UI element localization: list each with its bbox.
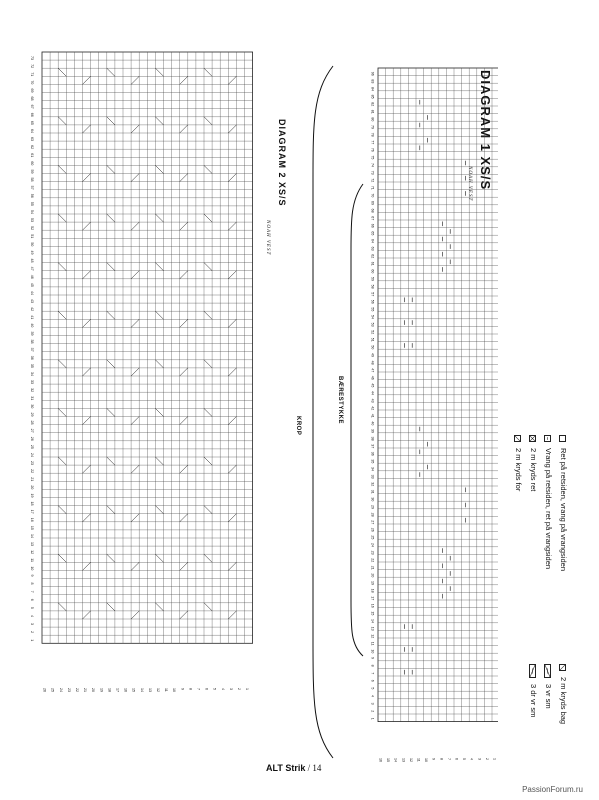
diagram1-col-number: 96: [370, 71, 375, 76]
diagram2-col-number: 30: [30, 404, 35, 409]
diagram2-title: DIAGRAM 2 XS/S: [277, 119, 287, 207]
diagram1-col-number: 49: [370, 353, 375, 357]
diagram2-col-number: 44: [30, 290, 35, 295]
diagram2-col-number: 1: [30, 639, 35, 642]
diagram1-col-number: 44: [370, 391, 375, 395]
diagram1-col-number: 42: [370, 406, 375, 411]
diagram2-col-number: 66: [30, 112, 35, 117]
diagram2-col-number: 57: [30, 185, 35, 190]
diagram1-row-number: 16: [378, 758, 383, 762]
slash-square-icon: [514, 435, 521, 442]
diagram2-col-number: 37: [30, 347, 35, 352]
diagram1-col-number: 30: [370, 497, 375, 502]
diagram2-row-number: 8: [188, 688, 193, 690]
diagram2-col-number: 21: [30, 477, 35, 482]
diagram2-col-number: 46: [30, 274, 35, 279]
diagram2-row-number: 25: [50, 688, 55, 692]
diagram1-title: DIAGRAM 1 XS/S: [478, 70, 493, 191]
diagram1-col-number: 70: [370, 193, 375, 198]
diagram2-col-number: 65: [30, 120, 35, 125]
diagram2-col-number: 53: [30, 218, 35, 223]
diagram2-col-number: 8: [30, 582, 35, 585]
diagram2-row-number: 7: [196, 688, 201, 690]
diagram1-col-number: 75: [370, 155, 375, 160]
diagram1-row-number: 10: [424, 758, 429, 762]
diagram2-col-number: 56: [30, 193, 35, 198]
cross-square-icon: [529, 435, 536, 442]
diagram1-col-number: 61: [370, 261, 375, 266]
diagram1-col-number: 68: [370, 208, 375, 213]
legend-label: 2 m kryds ret: [529, 448, 538, 492]
diagram1-col-number: 6: [370, 679, 375, 682]
diagram1-col-number: 45: [370, 383, 375, 388]
diagram2-col-number: 39: [30, 331, 35, 336]
diagram2-col-number: 51: [30, 234, 35, 239]
diagram2-row-number: 9: [180, 688, 185, 690]
diagram2-col-number: 13: [30, 542, 35, 547]
legend-label: Vrang på retsiden, ret på vrangsiden: [544, 448, 553, 570]
diagram1-col-number: 52: [370, 330, 375, 335]
diagram1-col-number: 62: [370, 254, 375, 259]
diagram1-row-number: 9: [431, 758, 436, 760]
diagram2-row-number: 10: [172, 688, 177, 692]
diagram2-col-number: 43: [30, 299, 35, 304]
diagram2-col-number: 71: [30, 72, 35, 77]
diagram1-col-number: 74: [370, 163, 375, 167]
diagram1-col-number: 19: [370, 581, 375, 585]
diagram1-col-number: 43: [370, 398, 375, 403]
diagram1-col-number: 5: [370, 687, 375, 690]
diagram2-col-number: 19: [30, 493, 35, 498]
diagram1-row-number: 5: [462, 758, 467, 760]
diagram1-col-number: 84: [370, 87, 375, 91]
diagram1-col-number: 10: [370, 649, 375, 654]
diagram1-row-number: 6: [454, 758, 459, 760]
diagram2-col-number: 29: [30, 412, 35, 417]
diagram2-col-number: 11: [30, 558, 35, 562]
diagram2-row-number: 19: [99, 688, 104, 692]
legend-item-2: [544, 435, 553, 569]
legend-label: 3 vr sm: [544, 684, 553, 709]
diagram1-col-number: 7: [370, 672, 375, 675]
diagram2-row-number: 11: [164, 688, 169, 692]
diagram2-col-number: 14: [30, 533, 35, 538]
diagram1-col-number: 20: [370, 573, 375, 578]
diagram1-col-number: 17: [370, 596, 375, 601]
diagram1-cells: [378, 68, 498, 722]
footer-page: / 14: [307, 763, 322, 773]
diagram1-row-number: 11: [416, 758, 421, 762]
diagram1-col-number: 53: [370, 322, 375, 327]
diagram2-col-number: 16: [30, 517, 35, 522]
diagram2-col-number: 54: [30, 209, 35, 214]
diagram1-col-number: 16: [370, 603, 375, 608]
diagram2-row-number: 24: [58, 688, 63, 692]
diagram1-col-number: 34: [370, 467, 375, 471]
blank-square-icon: [559, 435, 566, 442]
diagram2-col-number: 67: [30, 104, 35, 109]
diagram1-col-number: 67: [370, 216, 375, 221]
diagram2-col-number: 27: [30, 428, 35, 433]
diagram1-col-number: 55: [370, 307, 375, 312]
diagram2-col-number: 12: [30, 550, 35, 555]
diagram2-col-number: 42: [30, 307, 35, 312]
bracket-krop: [305, 62, 335, 762]
diagram1-col-number: 66: [370, 223, 375, 228]
diagram2-col-number: 55: [30, 201, 35, 206]
page-footer: [266, 763, 321, 773]
cable-3-sm-right-icon: [544, 664, 551, 678]
diagram2-col-number: 6: [30, 598, 35, 601]
diagram2-col-number: 2: [30, 631, 35, 634]
diagram2-row-number: 14: [139, 688, 144, 692]
dash-square-icon: [544, 435, 551, 442]
watermark: PassionForum.ru: [522, 785, 583, 794]
diagram2-col-number: 48: [30, 258, 35, 263]
diagram1-col-number: 51: [370, 337, 375, 342]
backslash-square-icon: [559, 664, 566, 671]
diagram1-subtitle: NOAH VEST: [467, 166, 472, 202]
diagram2-col-number: 4: [30, 614, 35, 617]
diagram2-col-number: 34: [30, 371, 35, 376]
diagram1-col-number: 41: [370, 413, 375, 418]
diagram2-subtitle: NOAH VEST: [265, 220, 270, 256]
diagram1-col-number: 48: [370, 360, 375, 365]
diagram2-col-number: 63: [30, 137, 35, 142]
diagram1-col-number: 65: [370, 231, 375, 236]
diagram1-col-number: 24: [370, 543, 375, 547]
diagram2-col-number: 23: [30, 461, 35, 466]
diagram2-col-number: 72: [30, 64, 35, 69]
diagram2-col-number: 47: [30, 266, 35, 271]
diagram2-row-number: 1: [245, 688, 250, 690]
diagram1-col-number: 32: [370, 482, 375, 487]
section-label-krop: KROP: [295, 416, 301, 436]
diagram2-row-number: 16: [123, 688, 128, 692]
diagram1-col-number: 3: [370, 702, 375, 705]
diagram2-row-number: 2: [237, 688, 242, 690]
diagram1-col-number: 8: [370, 664, 375, 667]
diagram2-col-number: 64: [30, 128, 35, 133]
diagram2-col-number: 38: [30, 339, 35, 344]
diagram1-row-number: 1: [492, 758, 497, 760]
diagram1-col-number: 69: [370, 201, 375, 205]
diagram2-col-number: 18: [30, 501, 35, 506]
diagram1-col-number: 73: [370, 170, 375, 175]
diagram1-col-number: 57: [370, 292, 375, 297]
diagram2-col-number: 32: [30, 388, 35, 393]
diagram1-col-number: 15: [370, 611, 375, 616]
diagram1-col-number: 76: [370, 147, 375, 152]
diagram2-cells: [42, 52, 253, 643]
diagram1-col-number: 27: [370, 520, 375, 525]
diagram2-row-number: 17: [115, 688, 120, 692]
diagram1-col-number: 81: [370, 109, 375, 114]
diagram1-col-number: 4: [370, 695, 375, 697]
diagram1-col-number: 54: [370, 315, 375, 319]
diagram1-col-number: 64: [370, 239, 375, 243]
diagram1-col-number: 50: [370, 345, 375, 350]
diagram1-col-number: 22: [370, 558, 375, 563]
diagram1-grid: [370, 64, 498, 764]
diagram1-row-number: 2: [484, 758, 489, 760]
bracket-baerestykke: [345, 180, 365, 660]
legend-item-1: [559, 435, 568, 571]
diagram2-col-number: 40: [30, 323, 35, 328]
diagram1-col-number: 82: [370, 102, 375, 107]
diagram1-col-number: 79: [370, 125, 375, 129]
diagram2-col-number: 52: [30, 226, 35, 231]
diagram2-col-number: 31: [30, 396, 35, 401]
cable-3-dr-left-icon: [529, 664, 536, 678]
diagram1-row-number: 7: [446, 758, 451, 760]
diagram2-col-number: 15: [30, 525, 35, 530]
diagram2-col-number: 45: [30, 282, 35, 287]
diagram1-row-number: 4: [469, 758, 474, 760]
diagram2-row-number: 23: [66, 688, 71, 692]
diagram2-row-number: 6: [204, 688, 209, 690]
diagram2-col-number: 73: [30, 56, 35, 61]
diagram1-col-number: 37: [370, 444, 375, 449]
diagram2-col-number: 41: [30, 315, 35, 320]
diagram2-col-number: 22: [30, 469, 35, 474]
diagram2-col-number: 20: [30, 485, 35, 490]
diagram1-col-number: 59: [370, 277, 375, 281]
diagram1-row-number: 3: [477, 758, 482, 760]
diagram2-col-number: 24: [30, 452, 35, 457]
diagram1-col-number: 11: [370, 641, 375, 646]
diagram2-col-number: 61: [30, 153, 35, 158]
diagram1-row-number: 14: [393, 758, 398, 762]
diagram2-col-number: 68: [30, 96, 35, 101]
diagram1-col-number: 1: [370, 717, 375, 720]
diagram1-col-number: 47: [370, 368, 375, 373]
diagram1-row-number: 15: [386, 758, 391, 762]
diagram1-col-number: 71: [370, 185, 375, 190]
diagram1-col-number: 23: [370, 550, 375, 555]
diagram1-col-number: 2: [370, 710, 375, 713]
diagram1-col-number: 38: [370, 436, 375, 441]
diagram1-col-number: 72: [370, 178, 375, 183]
diagram1-col-number: 77: [370, 140, 375, 145]
diagram2-col-number: 10: [30, 566, 35, 571]
diagram1-col-number: 29: [370, 505, 375, 509]
diagram1-col-number: 21: [370, 565, 375, 570]
diagram2-col-number: 36: [30, 355, 35, 360]
diagram2-row-number: 4: [220, 688, 225, 690]
diagram2-row-number: 20: [91, 688, 96, 692]
diagram2-row-number: 3: [228, 688, 233, 690]
legend-label: 2 m kryds bag: [559, 677, 568, 725]
diagram1-col-number: 78: [370, 132, 375, 137]
diagram2-col-number: 50: [30, 242, 35, 247]
diagram1-col-number: 60: [370, 269, 375, 274]
diagram2-col-number: 59: [30, 169, 35, 174]
diagram1-col-number: 14: [370, 619, 375, 623]
legend-label: 2 m kryds for: [514, 448, 523, 492]
diagram2-row-number: 22: [75, 688, 80, 692]
diagram2-col-number: 70: [30, 80, 35, 85]
diagram1-col-number: 18: [370, 588, 375, 593]
diagram2-col-number: 5: [30, 606, 35, 609]
diagram1-col-number: 31: [370, 489, 375, 494]
diagram1-row-number: 13: [401, 758, 406, 762]
diagram1-col-number: 85: [370, 94, 375, 99]
diagram2-row-number: 13: [147, 688, 152, 692]
diagram1-col-number: 46: [370, 375, 375, 380]
diagram1-col-number: 83: [370, 79, 375, 84]
diagram2-row-number: 15: [131, 688, 136, 692]
diagram2-row-number: 5: [212, 688, 217, 690]
diagram2-col-number: 28: [30, 420, 35, 425]
diagram2-col-number: 58: [30, 177, 35, 182]
diagram1-col-number: 13: [370, 626, 375, 631]
diagram2-grid: [28, 48, 258, 698]
diagram2-col-number: 69: [30, 88, 35, 93]
diagram1-col-number: 63: [370, 246, 375, 251]
diagram2-col-number: 9: [30, 574, 35, 577]
diagram2-col-number: 17: [30, 509, 35, 514]
legend-item-4: [514, 435, 523, 491]
diagram1-col-number: 28: [370, 512, 375, 517]
diagram1-col-number: 9: [370, 657, 375, 659]
diagram2-row-number: 12: [156, 688, 161, 692]
diagram1-col-number: 12: [370, 634, 375, 639]
legend-label: 3 dr vr sm: [529, 684, 538, 718]
diagram2-row-number: 26: [42, 688, 47, 692]
diagram2-col-number: 25: [30, 444, 35, 449]
diagram2-col-number: 49: [30, 250, 35, 255]
diagram1-col-number: 56: [370, 299, 375, 304]
diagram2-col-number: 3: [30, 623, 35, 626]
diagram1-col-number: 39: [370, 429, 375, 433]
legend-label: Ret på retsiden, vrang på vrangsiden: [559, 448, 568, 571]
diagram2-row-number: 18: [107, 688, 112, 692]
diagram1-row-number: 12: [408, 758, 413, 762]
diagram1-col-number: 36: [370, 451, 375, 456]
section-label-baerestykke: BÆRESTYKKE: [337, 376, 343, 425]
diagram1-col-number: 40: [370, 421, 375, 426]
legend-item-3: [529, 435, 538, 491]
diagram1-col-number: 26: [370, 527, 375, 532]
diagram1-col-number: 58: [370, 284, 375, 289]
legend-item-7: [529, 664, 538, 717]
diagram2-col-number: 7: [30, 590, 35, 593]
diagram2-col-number: 60: [30, 161, 35, 166]
diagram2-col-number: 26: [30, 436, 35, 441]
diagram1-col-number: 35: [370, 459, 375, 464]
diagram1-row-number: 8: [439, 758, 444, 760]
diagram1-col-number: 25: [370, 535, 375, 540]
footer-brand: ALT Strik: [266, 763, 306, 773]
diagram2-col-number: 62: [30, 145, 35, 150]
legend-item-6: [544, 664, 553, 709]
diagram1-col-number: 33: [370, 474, 375, 479]
diagram2-col-number: 33: [30, 380, 35, 385]
diagram2-col-number: 35: [30, 363, 35, 368]
legend-item-5: [559, 664, 568, 724]
diagram2-row-number: 21: [83, 688, 88, 692]
diagram1-col-number: 80: [370, 117, 375, 122]
